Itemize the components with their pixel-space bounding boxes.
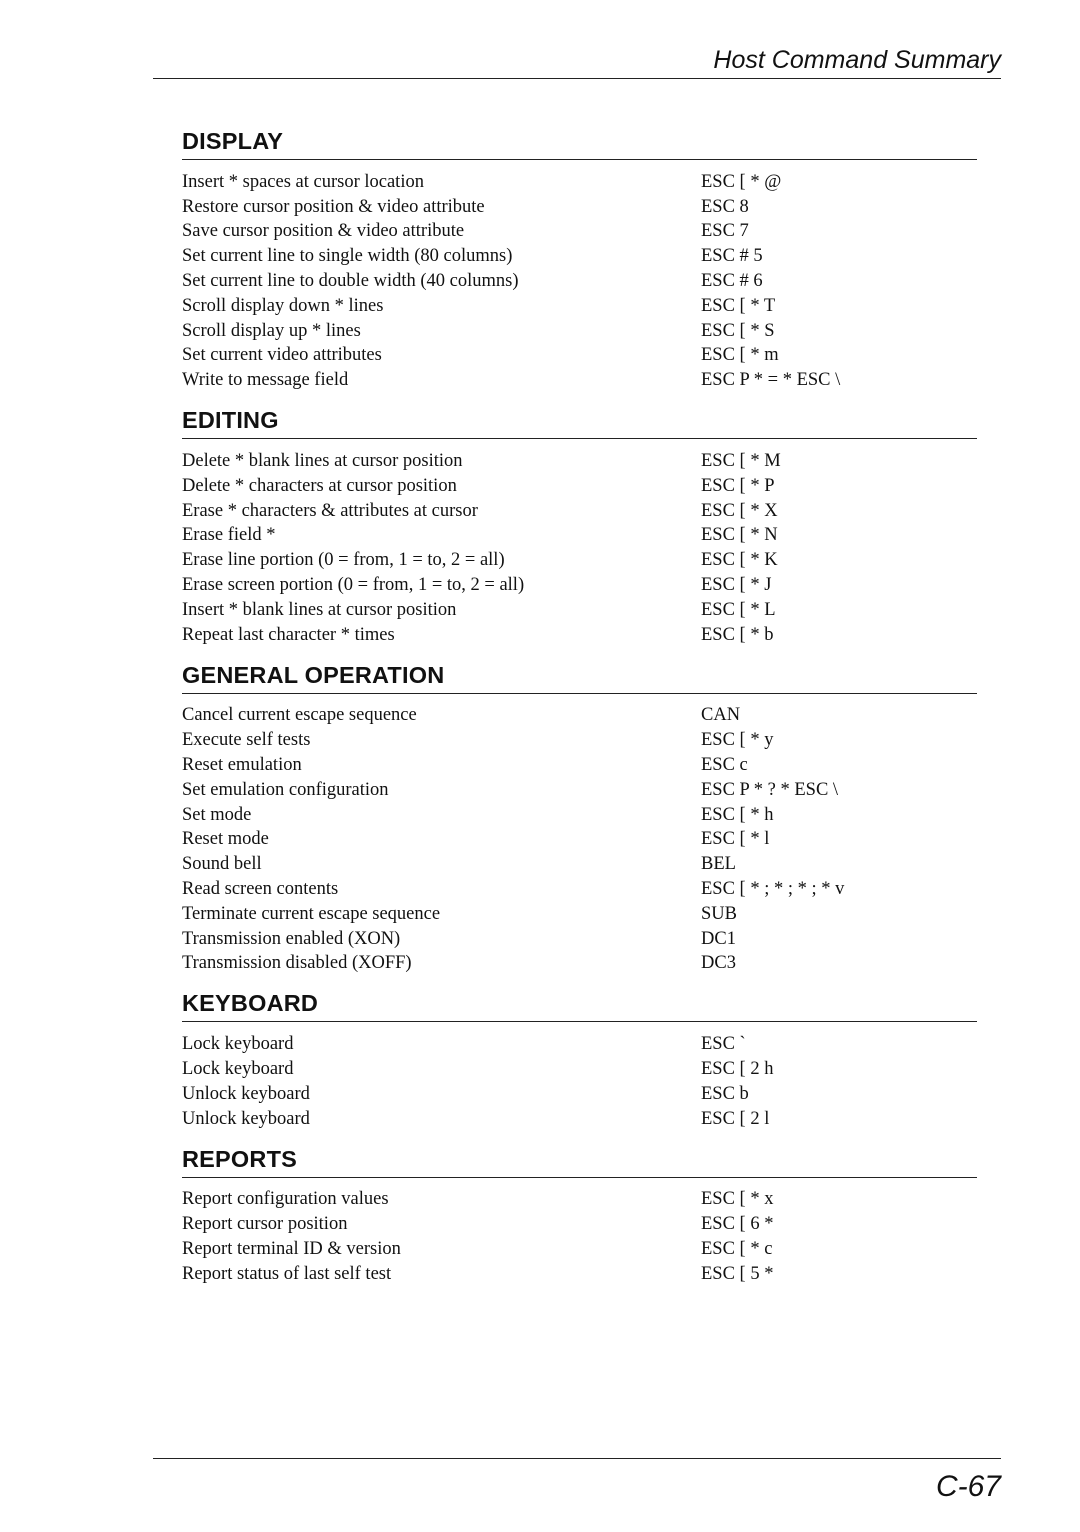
command-row [182, 803, 977, 828]
section-editing [182, 407, 977, 647]
command-row [182, 927, 977, 952]
command-description: Unlock keyboard [182, 1083, 310, 1104]
command-row [182, 852, 977, 877]
command-description: Insert * blank lines at cursor position [182, 599, 457, 620]
command-row [182, 623, 977, 648]
command-sequence: ESC P * = * ESC \ [701, 370, 841, 391]
command-description: Execute self tests [182, 730, 311, 751]
command-description: Write to message field [182, 370, 349, 391]
page-number: C-67 [935, 1470, 1001, 1503]
command-description: Set current line to double width (40 columns) [182, 271, 519, 292]
command-row [182, 1032, 977, 1057]
command-sequence: ESC [ * y [701, 730, 774, 751]
command-list [182, 1178, 977, 1287]
command-row [182, 1107, 977, 1132]
command-sequence: ESC [ * h [701, 804, 774, 825]
command-row [182, 368, 977, 393]
command-row [182, 573, 977, 598]
command-sequence: ESC [ * J [701, 575, 772, 596]
command-row [182, 828, 977, 853]
command-description: Transmission disabled (XOFF) [182, 953, 412, 974]
command-row [182, 1212, 977, 1237]
command-row [182, 499, 977, 524]
command-description: Set current line to single width (80 columns) [182, 246, 513, 267]
section-heading: KEYBOARD [182, 990, 977, 1022]
command-description: Set current video attributes [182, 345, 382, 366]
command-row [182, 548, 977, 573]
command-row [182, 778, 977, 803]
running-header [153, 44, 1001, 79]
section-heading: DISPLAY [182, 128, 977, 160]
command-description: Report configuration values [182, 1189, 389, 1210]
command-sequence: ESC [ * P [701, 475, 775, 496]
command-description: Lock keyboard [182, 1034, 294, 1055]
command-description: Erase screen portion (0 = from, 1 = to, 2 = all) [182, 575, 525, 596]
command-description: Report cursor position [182, 1214, 348, 1235]
command-description: Scroll display down * lines [182, 295, 384, 316]
command-row [182, 244, 977, 269]
command-description: Save cursor position & video attribute [182, 221, 465, 242]
command-sequence: ESC [ * ; * ; * ; * v [701, 879, 845, 900]
command-sequence: ESC [ 2 l [701, 1108, 770, 1129]
command-description: Erase line portion (0 = from, 1 = to, 2 = all) [182, 550, 505, 571]
command-sequence: ESC P * ? * ESC \ [701, 779, 839, 800]
command-row [182, 1237, 977, 1262]
command-sequence: ESC ` [701, 1034, 746, 1055]
command-row [182, 195, 977, 220]
section-reports [182, 1146, 977, 1287]
command-list [182, 160, 977, 393]
command-sequence: ESC 7 [701, 221, 749, 242]
command-description: Set mode [182, 804, 252, 825]
command-sequence: DC1 [701, 928, 736, 949]
command-sequence: ESC [ * T [701, 295, 776, 316]
command-row [182, 269, 977, 294]
command-row [182, 728, 977, 753]
command-row [182, 704, 977, 729]
command-description: Reset mode [182, 829, 269, 850]
command-sequence: ESC [ * l [701, 829, 770, 850]
command-description: Insert * spaces at cursor location [182, 171, 424, 192]
section-keyboard [182, 990, 977, 1131]
command-sequence: ESC [ * x [701, 1189, 774, 1210]
command-description: Erase * characters & attributes at cursor [182, 500, 478, 521]
command-sequence: ESC # 5 [701, 246, 763, 267]
command-row [182, 952, 977, 977]
command-row [182, 449, 977, 474]
command-description: Cancel current escape sequence [182, 705, 417, 726]
command-description: Delete * characters at cursor position [182, 475, 457, 496]
command-sequence: ESC # 6 [701, 271, 763, 292]
command-description: Report terminal ID & version [182, 1238, 401, 1259]
command-description: Transmission enabled (XON) [182, 928, 401, 949]
command-description: Restore cursor position & video attribute [182, 196, 485, 217]
command-row [182, 598, 977, 623]
command-sequence: ESC b [701, 1083, 749, 1104]
command-sequence: ESC [ * @ [701, 171, 782, 192]
command-sequence: ESC c [701, 755, 748, 776]
section-heading: EDITING [182, 407, 977, 439]
command-row [182, 319, 977, 344]
command-description: Delete * blank lines at cursor position [182, 451, 463, 472]
command-sequence: ESC [ * M [701, 451, 781, 472]
section-heading: REPORTS [182, 1146, 977, 1178]
command-sequence: ESC [ * L [701, 599, 776, 620]
command-sequence: DC3 [701, 953, 736, 974]
command-sequence: SUB [701, 903, 737, 924]
command-row [182, 344, 977, 369]
command-list [182, 439, 977, 647]
command-sequence: ESC [ 5 * [701, 1263, 774, 1284]
command-row [182, 1082, 977, 1107]
command-row [182, 170, 977, 195]
command-sequence: ESC [ 6 * [701, 1214, 774, 1235]
section-heading: GENERAL OPERATION [182, 662, 977, 694]
command-description: Sound bell [182, 854, 262, 875]
command-description: Lock keyboard [182, 1059, 294, 1079]
command-description: Set emulation configuration [182, 779, 389, 800]
command-sequence: ESC [ * K [701, 550, 778, 571]
command-sequence: CAN [701, 705, 741, 726]
command-row [182, 1188, 977, 1213]
command-sequence: ESC [ * S [701, 320, 775, 341]
command-row [182, 524, 977, 549]
footer-rule [153, 1458, 1001, 1459]
command-description: Read screen contents [182, 879, 339, 900]
command-row [182, 294, 977, 319]
command-sequence: ESC [ * b [701, 624, 774, 645]
command-sequence: BEL [701, 854, 736, 875]
command-row [182, 877, 977, 902]
command-row [182, 474, 977, 499]
command-sequence: ESC [ * N [701, 525, 778, 546]
running-header-title: Host Command Summary [713, 46, 1001, 74]
command-description: Unlock keyboard [182, 1108, 310, 1129]
command-description: Scroll display up * lines [182, 320, 361, 341]
command-sequence: ESC [ * c [701, 1238, 773, 1259]
command-row [182, 1057, 977, 1082]
command-description: Repeat last character * times [182, 624, 395, 645]
command-row [182, 902, 977, 927]
command-sequence: ESC 8 [701, 196, 749, 217]
section-general-operation [182, 662, 977, 977]
section-display [182, 128, 977, 393]
command-summary [182, 128, 977, 1301]
command-sequence: ESC [ * m [701, 345, 779, 366]
command-sequence: ESC [ 2 h [701, 1059, 774, 1079]
command-row [182, 1262, 977, 1287]
command-list [182, 1022, 977, 1131]
command-description: Erase field * [182, 525, 276, 546]
command-description: Report status of last self test [182, 1263, 392, 1284]
command-list [182, 694, 977, 977]
command-description: Terminate current escape sequence [182, 903, 441, 924]
command-sequence: ESC [ * X [701, 500, 778, 521]
command-row [182, 220, 977, 245]
command-row [182, 753, 977, 778]
command-description: Reset emulation [182, 755, 302, 776]
